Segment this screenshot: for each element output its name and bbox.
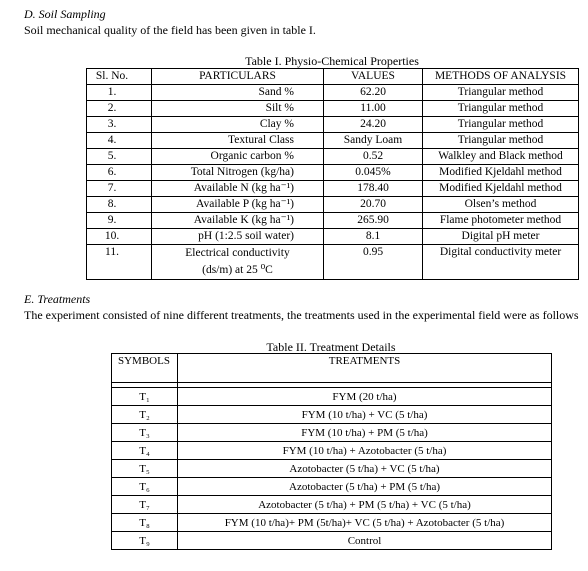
table-row	[87, 213, 579, 229]
particular-cell	[152, 245, 324, 280]
symbol-cell: T₄	[112, 442, 178, 460]
col-header-methods: METHODS OF ANALYSIS	[423, 69, 579, 85]
table1-caption: Table I. Physio-Chemical Properties	[245, 54, 419, 68]
table-row	[112, 406, 552, 424]
value-cell: 0.95	[324, 245, 423, 280]
table-row	[87, 245, 579, 280]
table2-caption: Table II. Treatment Details	[266, 340, 396, 354]
method-cell: Modified Kjeldahl method	[423, 181, 579, 197]
sl-no-cell: 8.	[87, 197, 152, 213]
particular-line: Electrical conductivity	[185, 247, 290, 259]
value-cell: Sandy Loam	[324, 133, 423, 149]
treatment-cell: FYM (10 t/ha) + VC (5 t/ha)	[178, 406, 552, 424]
treatments-intro: The experiment consisted of nine different treatments, the treatments used in the experimental field were as follows	[24, 308, 579, 322]
sl-no-cell: 6.	[87, 165, 152, 181]
treatment-cell: Azotobacter (5 t/ha) + VC (5 t/ha)	[178, 460, 552, 478]
method-cell: Digital conductivity meter	[423, 245, 579, 280]
table-row	[112, 496, 552, 514]
value-cell: 62.20	[324, 85, 423, 101]
col-header-sl-no: Sl. No.	[87, 69, 152, 85]
table-row	[87, 101, 579, 117]
table-row	[87, 133, 579, 149]
table-row	[87, 117, 579, 133]
particular-cell: pH (1:2.5 soil water)	[152, 229, 324, 245]
symbol-cell: T₈	[112, 514, 178, 532]
method-cell: Olsen’s method	[423, 197, 579, 213]
symbol-cell: T₆	[112, 478, 178, 496]
method-cell: Triangular method	[423, 133, 579, 149]
table-row	[87, 85, 579, 101]
treatment-cell: Azotobacter (5 t/ha) + PM (5 t/ha)	[178, 478, 552, 496]
value-cell: 20.70	[324, 197, 423, 213]
col-header-values: VALUES	[324, 69, 423, 85]
value-cell: 265.90	[324, 213, 423, 229]
sl-no-cell: 3.	[87, 117, 152, 133]
symbol-cell: T₅	[112, 460, 178, 478]
sl-no-cell: 2.	[87, 101, 152, 117]
sl-no-cell: 9.	[87, 213, 152, 229]
particular-cell: Available N (kg ha⁻¹)	[152, 181, 324, 197]
treatment-cell: FYM (20 t/ha)	[178, 388, 552, 406]
table-row	[112, 514, 552, 532]
particular-cell: Available K (kg ha⁻¹)	[152, 213, 324, 229]
symbol-cell: T₂	[112, 406, 178, 424]
table-row	[87, 149, 579, 165]
method-cell: Triangular method	[423, 101, 579, 117]
table-row	[112, 442, 552, 460]
physio-chemical-table	[86, 68, 579, 280]
section-heading-treatments: E. Treatments	[24, 292, 91, 306]
value-cell: 0.045%	[324, 165, 423, 181]
table-row	[112, 532, 552, 550]
particular-cell: Silt %	[152, 101, 324, 117]
method-cell: Triangular method	[423, 117, 579, 133]
method-cell: Walkley and Black method	[423, 149, 579, 165]
value-cell: 8.1	[324, 229, 423, 245]
table-row	[112, 478, 552, 496]
symbol-cell: T₇	[112, 496, 178, 514]
particular-cell: Organic carbon %	[152, 149, 324, 165]
value-cell: 11.00	[324, 101, 423, 117]
table-row	[87, 165, 579, 181]
treatment-cell: FYM (10 t/ha)+ PM (5t/ha)+ VC (5 t/ha) + Azotobacter (5 t/ha)	[178, 514, 552, 532]
particular-line: (ds/m) at 25 ⁰C	[202, 264, 273, 276]
method-cell: Flame photometer method	[423, 213, 579, 229]
method-cell: Modified Kjeldahl method	[423, 165, 579, 181]
table-row	[112, 388, 552, 406]
table-row	[87, 181, 579, 197]
col-header-symbols: SYMBOLS	[112, 354, 178, 383]
sl-no-cell: 11.	[87, 245, 152, 280]
particular-cell: Sand %	[152, 85, 324, 101]
sl-no-cell: 10.	[87, 229, 152, 245]
treatment-cell: Azotobacter (5 t/ha) + PM (5 t/ha) + VC (5 t/ha)	[178, 496, 552, 514]
symbol-cell: T₃	[112, 424, 178, 442]
soil-sampling-intro: Soil mechanical quality of the field has been given in table I.	[24, 23, 316, 37]
table2-header-row	[112, 354, 552, 383]
particular-cell: Clay %	[152, 117, 324, 133]
sl-no-cell: 1.	[87, 85, 152, 101]
treatment-cell: FYM (10 t/ha) + PM (5 t/ha)	[178, 424, 552, 442]
table-row	[87, 197, 579, 213]
particular-cell: Total Nitrogen (kg/ha)	[152, 165, 324, 181]
value-cell: 178.40	[324, 181, 423, 197]
table-row	[112, 460, 552, 478]
symbol-cell: T₉	[112, 532, 178, 550]
method-cell: Digital pH meter	[423, 229, 579, 245]
value-cell: 0.52	[324, 149, 423, 165]
method-cell: Triangular method	[423, 85, 579, 101]
sl-no-cell: 7.	[87, 181, 152, 197]
section-heading-soil-sampling: D. Soil Sampling	[24, 7, 106, 21]
table1-header-row	[87, 69, 579, 85]
treatment-details-table	[111, 353, 552, 550]
table-row	[112, 424, 552, 442]
treatment-cell: FYM (10 t/ha) + Azotobacter (5 t/ha)	[178, 442, 552, 460]
sl-no-cell: 4.	[87, 133, 152, 149]
sl-no-cell: 5.	[87, 149, 152, 165]
col-header-treatments: TREATMENTS	[178, 354, 552, 383]
symbol-cell: T₁	[112, 388, 178, 406]
table-row	[87, 229, 579, 245]
col-header-particulars: PARTICULARS	[152, 69, 324, 85]
particular-cell: Available P (kg ha⁻¹)	[152, 197, 324, 213]
treatment-cell: Control	[178, 532, 552, 550]
particular-cell: Textural Class	[152, 133, 324, 149]
value-cell: 24.20	[324, 117, 423, 133]
